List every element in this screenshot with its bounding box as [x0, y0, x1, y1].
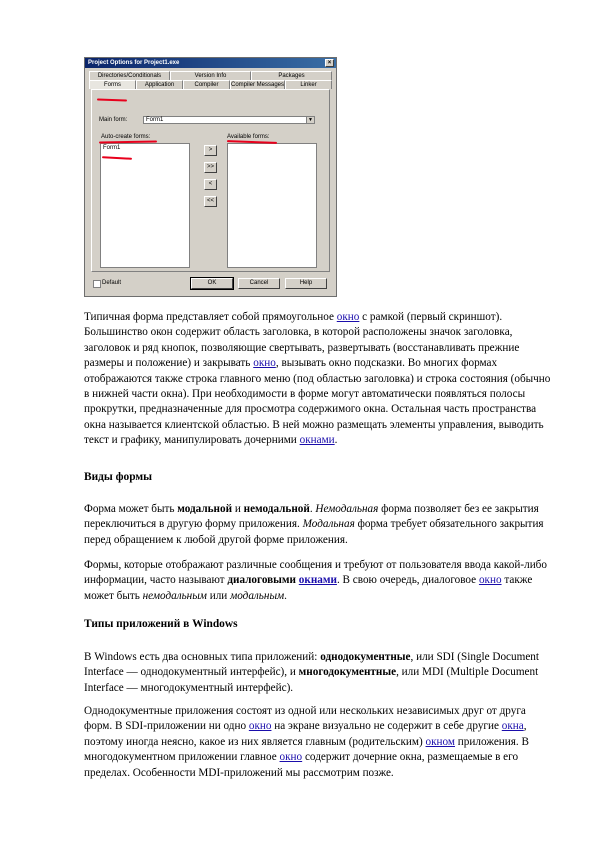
move-all-left-button[interactable]: << — [204, 196, 217, 207]
tab-version-info[interactable]: Version Info — [170, 71, 251, 80]
auto-create-list[interactable] — [100, 143, 190, 268]
link-okno[interactable]: окно — [248, 720, 272, 733]
cancel-button[interactable]: Cancel — [238, 278, 280, 289]
paragraph-form-description: Типичная форма представляет собой прямоугольное окно с рамкой (первый скриншот). Большинство окон содержит область заголовка, в которой расположены значок заголовка, заголовок и ряд кнопок, позволяющие свертывать, развертывать (восстанавливать прежние размеры и положение) и закрывать окно, вызывать окно подсказки. Во многих формах отображаются также строка главного меню (под областью заголовка) и строка состояния (обычно в нижней части окна). При необходимости в форме могут автоматически появляться полосы прокрутки, предназначенные для просмотра содержимого окна. Остальная часть пространства окна называется клиентской областью. В ней можно размещать элементы управления, выводить текст и графику, манипулировать дочерними окнами. — [84, 311, 551, 447]
tab-compiler[interactable]: Compiler — [183, 80, 230, 89]
paragraph-sdi-details: Однодокументные приложения состоят из одной или нескольких независимых друг от друга форм. В SDI-приложении ни одно окно на экране визуально не содержит в себе другие окна, поэтому иногда неясно, какое из них является главным (родительским) окном приложения. В многодокументном приложении главное окно содержит дочерние окна, размещаемые в его пределах. Особенности MDI-приложений мы рассмотрим позже. — [84, 705, 529, 779]
move-right-button[interactable]: > — [204, 145, 217, 156]
link-okna[interactable]: окна — [501, 720, 524, 733]
link-oknami[interactable]: окнами — [298, 574, 337, 587]
heading-form-types: Виды формы — [84, 471, 153, 483]
link-oknom[interactable]: окном — [425, 735, 455, 748]
tab-row-bottom — [89, 80, 332, 89]
heading-app-types: Типы приложений в Windows — [84, 618, 238, 630]
link-oknami[interactable]: окнами — [299, 434, 335, 447]
help-button[interactable]: Help — [285, 278, 327, 289]
list-item[interactable]: Form1 — [103, 145, 121, 151]
ok-button[interactable]: OK — [191, 278, 233, 289]
tab-linker[interactable]: Linker — [285, 80, 332, 89]
available-list[interactable] — [227, 143, 317, 268]
tab-forms[interactable]: Forms — [89, 80, 136, 89]
auto-create-label: Auto-create forms: — [101, 134, 151, 140]
paragraph-modal: Форма может быть модальной и немодальной. Немодальная форма позволяет без ее закрытия переключиться в другую форму приложения. Модальная форма требует обязательного закрытия перед обращением к любой другой форме приложения. — [84, 503, 544, 546]
link-okno[interactable]: окно — [336, 311, 360, 323]
project-options-screenshot — [84, 57, 337, 297]
close-icon[interactable]: × — [325, 59, 334, 67]
tab-packages[interactable]: Packages — [251, 71, 332, 80]
chevron-down-icon[interactable]: ▼ — [306, 117, 314, 123]
tab-application[interactable]: Application — [136, 80, 183, 89]
available-label: Available forms: — [227, 134, 270, 140]
link-okno[interactable]: окно — [279, 751, 303, 764]
move-left-button[interactable]: < — [204, 179, 217, 190]
main-form-label: Main form: — [99, 117, 128, 123]
default-label: Default — [102, 280, 122, 286]
tab-directories[interactable]: Directories/Conditionals — [89, 71, 170, 80]
tab-compiler-messages[interactable]: Compiler Messages — [231, 82, 285, 88]
default-checkbox[interactable] — [93, 280, 101, 288]
dialog-titlebar — [85, 58, 336, 68]
dialog-title: Project Options for Project1.exe — [88, 60, 180, 66]
tab-row-top — [89, 71, 332, 80]
main-form-value: Form1 — [146, 117, 164, 123]
paragraph-sdi-mdi: В Windows есть два основных типа приложений: однодокументные, или SDI (Single Document Interface — однодокументный интерфейс), и многодокументные, или MDI (Multiple Document Interface — многодокументный интерфейс). — [84, 651, 539, 694]
paragraph-dialogs: Формы, которые отображают различные сообщения и требуют от пользователя ввода какой-либо информации, часто называют диалоговыми окнами. В свою очередь, диалоговое окно также может быть немодальным или модальным. — [84, 559, 547, 602]
main-form-combo[interactable] — [143, 116, 315, 124]
link-okno[interactable]: окно — [478, 574, 502, 587]
link-okno[interactable]: окно — [253, 357, 276, 370]
move-all-right-button[interactable]: >> — [204, 162, 217, 173]
